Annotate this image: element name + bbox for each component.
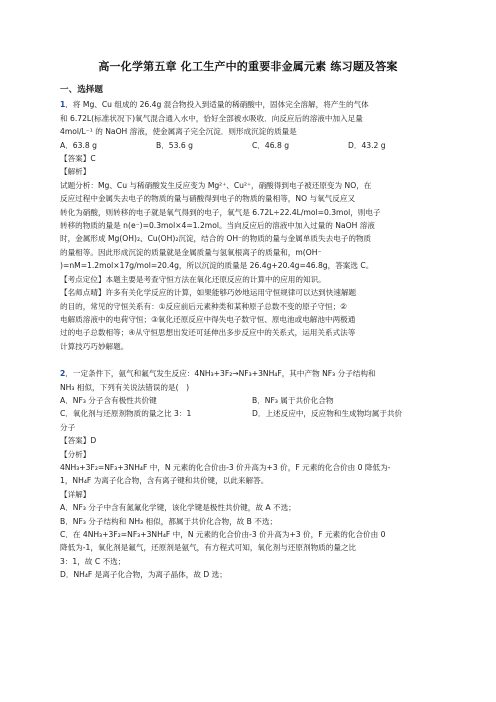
q1-analysis-line: 时，金属形成 Mg(OH)₂、Cu(OH)₂沉淀，结合的 OH⁻的物质的量与金属单质失去电子的物质 [60, 234, 372, 244]
q2-detail-line: 3：1，故 C 不选； [60, 556, 126, 566]
q1-analysis-line: 试题分析：Mg、Cu 与稀硝酸发生反应变为 Mg²⁺、Cu²⁺，硝酸得到电子被还原变为 NO，在 [60, 180, 372, 190]
option-c: C．氧化剂与还原剂物质的量之比 3：1 [60, 409, 192, 419]
q2-line-1: NH₃ 相似，下列有关说法错误的是( ) [60, 382, 190, 392]
q1-analysis-line: 转移的物质的量是 n(e⁻)=0.3mol×4=1.2mol。当向反应后的溶液中加入过量的 NaOH 溶液 [60, 221, 375, 231]
q1-analysis-line: 反应过程中金属失去电子的物质的量与硝酸得到电子的物质的量相等，NO 与氧气反应又 [60, 194, 356, 204]
q2-detail-line: 降低为-1，氧化剂是氟气，还原剂是氨气，有方程式可知，氧化剂与还原剂物质的量之比 [60, 543, 357, 553]
section-heading: 一、选择题 [60, 85, 103, 95]
document-title: 高一化学第五章 化工生产中的重要非金属元素 练习题及答案 [98, 60, 398, 73]
q1-analysis-line: 【考点定位】本题主要是考查守恒方法在氧化还原反应的计算中的应用的知识。 [60, 274, 326, 284]
question-1 [60, 98, 444, 353]
q1-line-0 [60, 98, 444, 111]
q2-line-0 [60, 367, 444, 380]
option-b: B．53.6 g [156, 140, 193, 150]
q2-answer: 【答案】D [60, 436, 97, 446]
q2-detail-line: C．在 4NH₃+3F₂=NF₃+3NH₄F 中，N 元素的化合价由-3 价升高为+3 价，F 元素的化合价由 0 [60, 530, 386, 539]
spacer [60, 353, 444, 367]
option-b: B．NF₃ 属于共价化合物 [252, 395, 334, 405]
q2-options-row-1 [60, 394, 444, 407]
option-d: D．43.2 g [348, 140, 386, 150]
q2-text: 一定条件下，氨气和氟气发生反应：4NH₃+3F₂→NF₃+3NH₄F，其中产物 NF₃ 分子结构和 [72, 369, 376, 379]
q2-detail-head: 【详解】 [60, 489, 91, 499]
option-a: A．NF₃ 分子含有极性共价键 [60, 395, 157, 405]
option-c: C．46.8 g [252, 140, 290, 150]
q1-line-2: 4mol/L⁻¹ 的 NaOH 溶液，使金属离子完全沉淀．则形成沉淀的质量是 [60, 127, 297, 137]
q1-analysis-line: 的目的，常见的守恒关系有：①反应前后元素种类和某种原子总数不变的原子守恒；② [60, 301, 347, 311]
q1-analysis-line: 过的电子总数相等；④从守恒思想出发还可延伸出多步反应中的关系式，运用关系式法等 [60, 328, 356, 338]
option-a: A．63.8 g [60, 140, 97, 150]
q1-analysis-line: 的量相等。因此形成沉淀的质量就是金属质量与氢氧根离子的质量和，m(OH⁻ [60, 247, 322, 257]
q1-answer: 【答案】C [60, 154, 96, 164]
question-number: 2． [60, 369, 73, 379]
q1-analysis-line: 电解质溶液中的电荷守恒；③氧化还原反应中得失电子数守恒、原电池或电解池中两极通 [60, 314, 356, 324]
q1-text: 将 Mg、Cu 组成的 26.4g 混合物投入到适量的稀硝酸中，固体完全溶解，将产生的气体 [72, 100, 369, 110]
q1-analysis-line: )=nM=1.2mol×17g/mol=20.4g，所以沉淀的质量是 26.4g+20.4g=46.8g，答案选 C。 [60, 261, 374, 271]
q1-options [60, 139, 444, 152]
q1-analysis-line: 计算技巧巧妙解题。 [60, 341, 129, 351]
q1-analysis-line: 转化为硝酸，则转移的电子就是氧气得到的电子，氧气是 6.72L÷22.4L/mol=0.3mol，则电子 [60, 207, 381, 217]
question-2 [60, 367, 444, 582]
q2-analysis-line: 4NH₃+3F₂=NF₃+3NH₄F 中，N 元素的化合价由-3 价升高为+3 价，F 元素的化合价由 0 降低为- [60, 462, 391, 472]
question-number: 1． [60, 100, 73, 110]
q1-line-1: 和 6.72L(标准状况下)氧气混合通入水中，恰好全部被水吸收．向反应后的溶液中加入足量 [60, 113, 363, 123]
option-d: D．上述反应中，反应物和生成物均属于共价 [252, 409, 403, 419]
q2-analysis-head: 【分析】 [60, 449, 91, 459]
q2-detail-line: A．NF₃ 分子中含有氮氟化学键，该化学键是极性共价键，故 A 不选； [60, 503, 296, 513]
document-body [60, 84, 444, 582]
q2-detail-line: D．NH₄F 是离子化合物，为离子晶体，故 D 选； [60, 570, 227, 580]
q1-analysis-line: 【名师点晴】许多有关化学反应的计算，如果能够巧妙地运用守恒规律可以达到快速解题 [60, 288, 357, 298]
q2-analysis-line: 1，NH₄F 为离子化合物，含有离子键和共价键，以此来解答。 [60, 476, 269, 486]
q2-detail-line: B．NF₃ 分子结构和 NH₃ 相似，都属于共价化合物，故 B 不选； [60, 516, 278, 526]
q1-analysis-head: 【解析】 [60, 167, 91, 177]
option-d-continued: 分子 [60, 422, 76, 432]
q2-options-row-2 [60, 407, 444, 420]
